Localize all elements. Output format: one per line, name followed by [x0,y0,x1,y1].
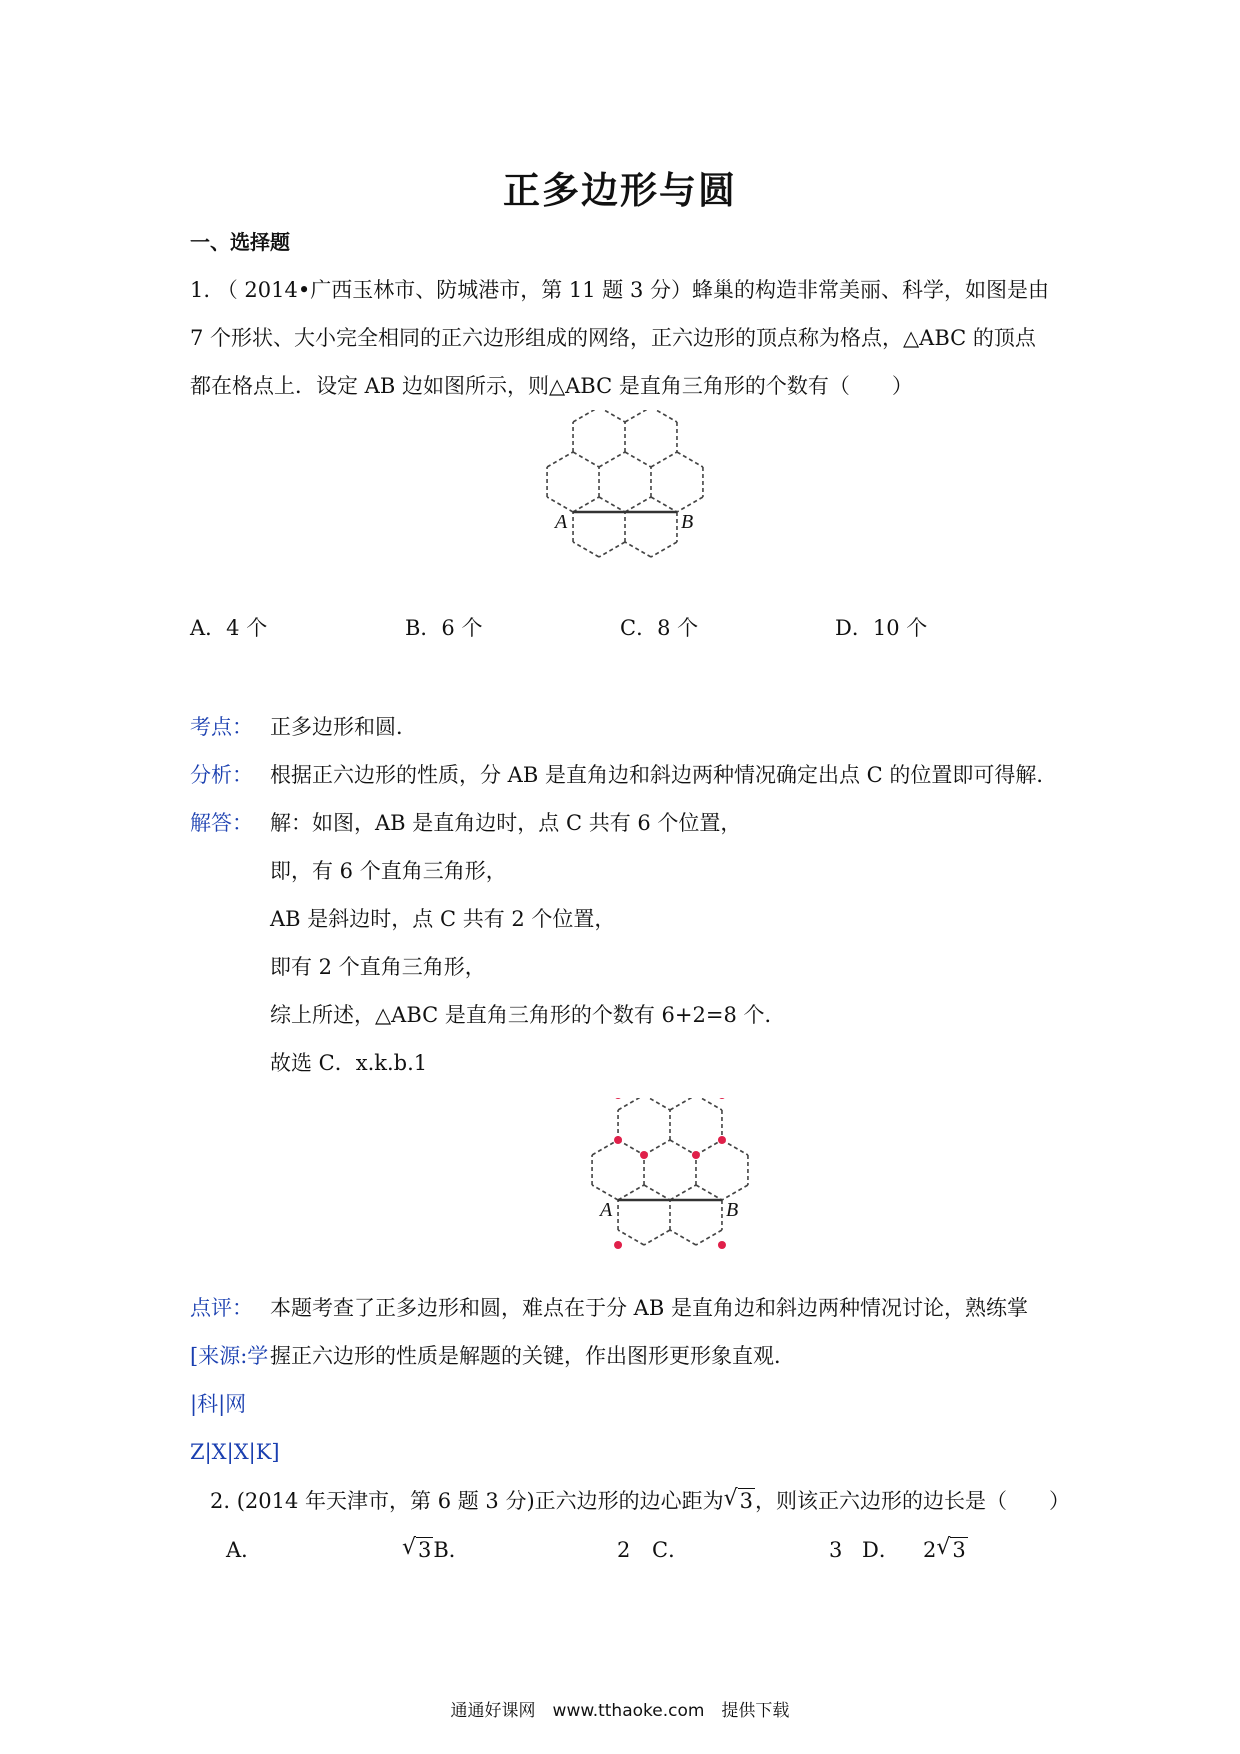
hexagon-edge [670,1098,696,1110]
hexagon-edge [651,542,677,557]
sqrt-sign-icon: √ [936,1535,951,1560]
hexagon-edge [670,1230,696,1245]
source-fragment: Z|X|X|K] [190,1440,280,1464]
hexagon-edge [651,410,677,422]
sqrt-radicand: 3 [739,1489,754,1513]
jieda-line: AB 是斜边时，点 C 共有 2 个位置， [270,907,616,931]
hexagon-edge [677,497,703,512]
q1-option-b: B．6 个 [405,616,483,640]
q1-line-2: 7 个形状、大小完全相同的正六边形组成的网络，正六边形的顶点称为格点，△ABC 的顶点 [190,326,1036,350]
hexagon-edge [573,542,599,557]
hexagon-edge [599,452,625,467]
hexagon-edge [696,1098,722,1110]
kaodian-label: 考点： [190,715,253,739]
sqrt-expression [936,1535,967,1565]
point-c-marker [614,1241,622,1249]
hexagon-edge [651,452,677,467]
q1-line-1: 1. （ 2014•广西玉林市、防城港市，第 11 题 3 分）蜂巢的构造非常美丽、科学，如图是由 [190,278,1049,302]
hexagon-edge [573,497,599,512]
page-title: 正多边形与圆 [503,169,737,212]
hexagon-edge [625,410,651,422]
footer-credit: 通通好课网 www.tthaoke.com 提供下载 [450,1701,790,1721]
point-c-marker [692,1151,700,1159]
hexagon-edge [547,452,573,467]
sqrt-expression [724,1486,755,1516]
hexagon-edge [618,1098,644,1110]
hexagon-edge [651,497,677,512]
point-b-label: B [725,1199,739,1221]
q2-option-d-coef: 2 [923,1538,937,1562]
hexagon-edge [599,410,625,422]
point-a-label: A [600,1199,613,1221]
hexagon-edge [677,452,703,467]
hexagon-edge [644,1140,670,1155]
hexagon-edge [592,1185,618,1200]
fenxi-label: 分析： [190,763,253,787]
sqrt-sign-icon: √ [723,1486,738,1511]
point-c-marker [718,1136,726,1144]
point-a-label: A [555,511,568,533]
jieda-line: 即，有 6 个直角三角形， [270,859,507,883]
hexagon-edge [618,1230,644,1245]
section-heading: 一、选择题 [190,230,290,254]
dianping-text-1: 本题考查了正多边形和圆，难点在于分 AB 是直角边和斜边两种情况讨论，熟练掌 [270,1296,1028,1320]
q2-line-1 [210,1486,1070,1516]
hexagon-edge [547,497,573,512]
q2-option-a-value [402,1535,470,1565]
q2-text: ，则该正六边形的边长是（ ） [755,1489,1071,1513]
hexagon-edge [592,1140,618,1155]
q2-option-d-value [923,1535,968,1565]
point-c-marker [718,1241,726,1249]
sqrt-radicand: 3 [952,1538,966,1562]
hexagon-edge [625,497,651,512]
hexagon-edge [599,542,625,557]
hexagon-edge [644,1185,670,1200]
hexagon-edge [696,1230,722,1245]
hexagon-edge [618,1140,644,1155]
q2-option-a-label: A． [226,1538,263,1562]
point-c-marker [614,1098,622,1099]
fenxi-text: 根据正六边形的性质，分 AB 是直角边和斜边两种情况确定出点 C 的位置即可得解． [270,763,1058,787]
hexagon-edge [696,1185,722,1200]
source-fragment: |科|网 [190,1392,247,1416]
hexagon-edge [696,1140,722,1155]
hexagon-edge [670,1185,696,1200]
q2-option-c-label: C． [652,1538,690,1562]
dianping-text-2: 握正六边形的性质是解题的关键，作出图形更形象直观． [270,1344,795,1368]
dianping-label: 点评： [190,1296,253,1320]
q2-option-c-value: 3 [829,1538,843,1562]
hexagon-edge [722,1185,748,1200]
sqrt-sign-icon: √ [402,1535,417,1560]
hexagon-edge [573,452,599,467]
kaodian-text: 正多边形和圆． [270,715,417,739]
jieda-line: 即有 2 个直角三角形， [270,955,486,979]
hexagon-edge [625,452,651,467]
sqrt-expression [402,1535,433,1565]
hexagon-edge [599,497,625,512]
q2-option-d-label: D． [862,1538,900,1562]
hexagon-edge [670,1140,696,1155]
hexagon-edge [573,410,599,422]
point-c-marker [718,1098,726,1099]
q1-option-c: C．8 个 [620,616,699,640]
q2-option-b-label: B． [433,1538,470,1562]
q1-option-a: A．4 个 [190,616,268,640]
hexagon-edge [722,1140,748,1155]
source-label: [来源:学 [190,1344,269,1368]
hexagon-edge [644,1230,670,1245]
point-c-marker [614,1136,622,1144]
jieda-line: 综上所述，△ABC 是直角三角形的个数有 6+2=8 个． [270,1003,786,1027]
jieda-label: 解答： [190,811,253,835]
q2-text: 2. (2014 年天津市，第 6 题 3 分)正六边形的边心距为 [210,1489,724,1513]
point-c-marker [640,1151,648,1159]
hexagon-edge [644,1098,670,1110]
hexagon-edge [625,542,651,557]
q1-line-3: 都在格点上．设定 AB 边如图所示，则△ABC 是直角三角形的个数有（ ） [190,374,913,398]
hexagon-edge [618,1185,644,1200]
honeycomb-figure-1 [520,410,730,600]
q2-option-b-value: 2 [617,1538,631,1562]
jieda-line: 解：如图，AB 是直角边时，点 C 共有 6 个位置， [270,811,742,835]
honeycomb-figure-2 [565,1098,775,1288]
jieda-line: 故选 C．x.k.b.1 [270,1051,428,1075]
sqrt-radicand: 3 [418,1538,432,1562]
q1-option-d: D．10 个 [835,616,928,640]
point-b-label: B [680,511,694,533]
